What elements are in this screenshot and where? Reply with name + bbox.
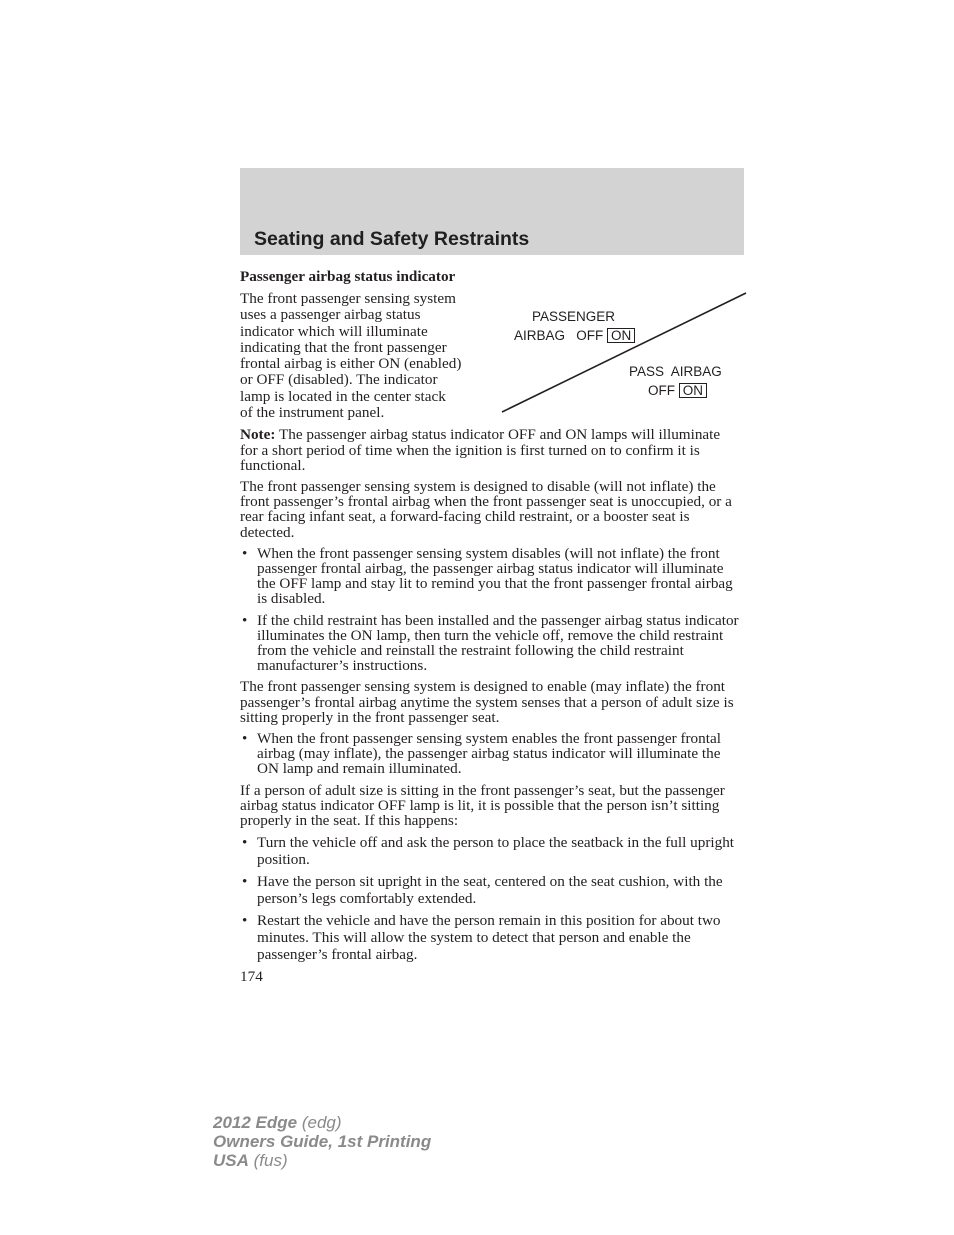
footer-guide-line	[213, 1132, 431, 1151]
upper-airbag-text: AIRBAG	[514, 328, 566, 343]
intro-line: uses a passenger airbag status	[240, 306, 421, 324]
upper-indicator-label: PASSENGER	[532, 309, 616, 324]
intro-line: indicating that the front passenger	[240, 338, 447, 356]
intro-line: The front passenger sensing system	[240, 290, 456, 307]
subheading: Passenger airbag status indicator	[240, 268, 456, 285]
intro-paragraph	[240, 291, 492, 421]
enable-paragraph: The front passenger sensing system is designed to enable (may inflate) the front passenger’s frontal airbag anytime the system senses that a person of adult size is sitting properly in the front passenger seat.	[240, 678, 734, 726]
lower-off-lamp: OFF	[648, 383, 675, 398]
enable-bullet-list	[240, 731, 740, 777]
adult-bullet-list	[240, 834, 740, 963]
list-item: • Have the person sit upright in the seat, centered on the seat cushion, with the person’s legs comfortably extended.	[240, 873, 740, 907]
print-footer	[213, 1113, 431, 1170]
list-item: • Restart the vehicle and have the person remain in this position for about two minutes. This will allow the system to detect that person and enable the passenger’s frontal airbag.	[240, 912, 740, 963]
disable-bullet-list	[240, 546, 740, 674]
note-paragraph	[240, 427, 740, 473]
disable-paragraph: The front passenger sensing system is designed to disable (will not inflate) the front passenger’s frontal airbag when the front passenger seat is unoccupied, or a rear facing infant seat, a forward-facing child restraint, or a booster seat is detected.	[240, 477, 732, 541]
intro-line: lamp is located in the center stack	[240, 387, 446, 405]
list-item: • When the front passenger sensing system enables the front passenger frontal airbag (may inflate), the passenger airbag status indicator will illuminate the ON lamp and remain illuminated.	[240, 731, 740, 777]
footer-model-code: (edg)	[297, 1113, 342, 1132]
footer-model-line	[213, 1113, 431, 1132]
footer-guide: Owners Guide, 1st Printing	[213, 1132, 432, 1151]
intro-line: of the instrument panel.	[240, 404, 385, 422]
note-label: Note:	[240, 426, 276, 444]
list-item: • If the child restraint has been installed and the passenger airbag status indicator illuminates the ON lamp, then turn the vehicle off, remove the child restraint from the vehicle and reinstall the restraint following the child restraint manufacturer’s instructions.	[240, 613, 740, 674]
lower-on-lamp: ON	[679, 383, 707, 398]
upper-off-lamp: OFF	[576, 328, 604, 343]
intro-line: or OFF (disabled). The indicator	[240, 371, 438, 389]
intro-line: indicator which will illuminate	[240, 322, 428, 340]
section-title: Seating and Safety Restraints	[254, 228, 530, 250]
footer-model: 2012 Edge	[213, 1113, 298, 1132]
intro-line: frontal airbag is either ON (enabled)	[240, 355, 462, 373]
footer-region-line	[213, 1151, 431, 1170]
adult-paragraph: If a person of adult size is sitting in the front passenger’s seat, but the passenger airbag status indicator OFF lamp is lit, it is possible that the person isn’t sitting properly in the seat. If this happens:	[240, 781, 725, 830]
note-text: The passenger airbag status indicator OFF and ON lamps will illuminate for a short period of time when the ignition is first turned on to confirm it is functional.	[240, 426, 721, 474]
list-item: • Turn the vehicle off and ask the person to place the seatback in the full upright position.	[240, 834, 740, 868]
lower-indicator-label: PASS AIRBAG	[629, 364, 722, 379]
section-header-band	[240, 168, 744, 255]
upper-on-lamp: ON	[607, 328, 635, 343]
page-content	[240, 268, 740, 984]
page-number: 174	[240, 968, 263, 986]
list-item: • When the front passenger sensing system disables (will not inflate) the front passenger frontal airbag, the passenger airbag status indicator will illuminate the OFF lamp and stay lit to remind you that the front passenger frontal airbag is disabled.	[240, 546, 740, 607]
footer-region: USA	[213, 1151, 249, 1170]
footer-region-code: (fus)	[248, 1151, 288, 1170]
